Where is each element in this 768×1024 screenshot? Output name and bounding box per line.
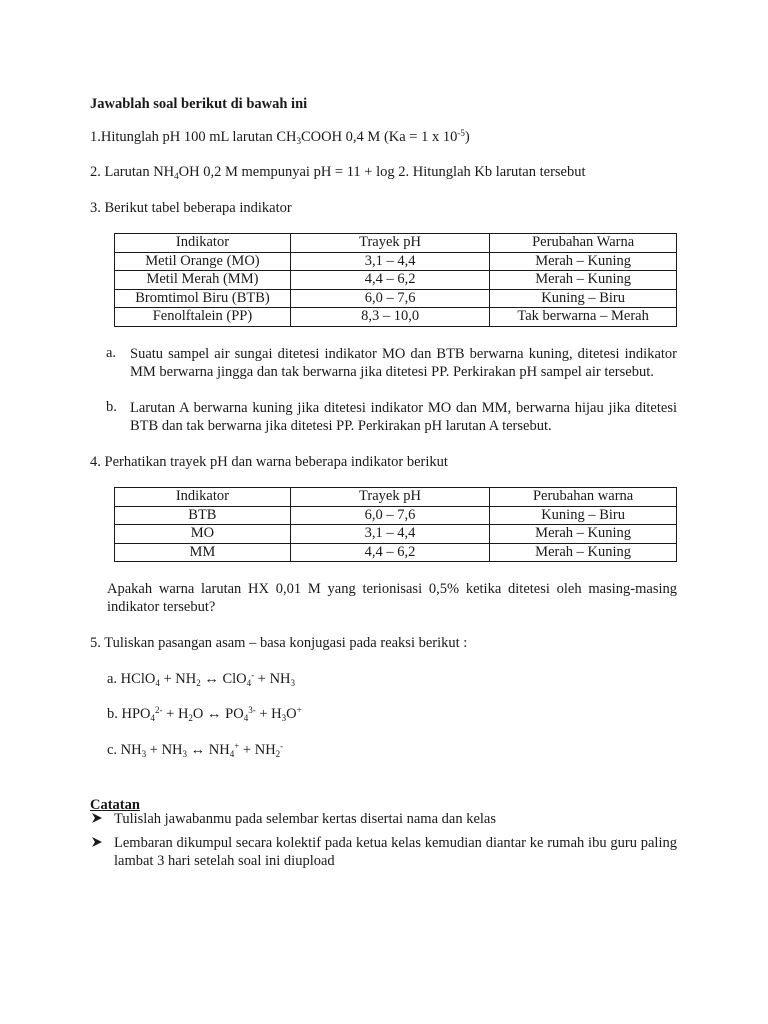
table-cell: Bromtimol Biru (BTB)	[115, 289, 291, 308]
reaction-c: c. $NH_3 + NH_3$ ↔ $NH_4^+ + NH_2^-$	[107, 741, 284, 759]
table-cell: MO	[115, 525, 291, 544]
table-header-cell: Trayek pH	[290, 488, 489, 507]
table-cell: Tak berwarna – Merah	[490, 308, 677, 327]
table-header-cell: Perubahan Warna	[490, 234, 677, 253]
table-row	[115, 308, 677, 327]
arrowhead-bullet-icon	[91, 836, 103, 852]
question-4-prompt: Apakah warna larutan HX 0,01 M yang terionisasi 0,5% ketika ditetesi oleh masing-masing indikator tersebut?	[107, 581, 677, 615]
subquestion-b-text: Larutan A berwarna kuning jika ditetesi indikator MO dan MM, berwarna hijau jika ditetesi BTB dan tak berwarna jika ditetesi PP. Perkirakan pH larutan A tersebut.	[130, 400, 677, 434]
table-header-cell: Perubahan warna	[490, 488, 677, 507]
table-row	[115, 289, 677, 308]
table-cell: Kuning – Biru	[490, 289, 677, 308]
question-4: 4. Perhatikan trayek pH dan warna beberapa indikator berikut	[90, 454, 448, 470]
table-header-cell: Indikator	[115, 234, 291, 253]
subquestion-a-text: Suatu sampel air sungai ditetesi indikator MO dan BTB berwarna kuning, ditetesi indikator MM berwarna jingga dan tak berwarna jika ditetesi PP. Perkirakan pH sampel air tersebut.	[130, 346, 677, 380]
table-row	[115, 543, 677, 562]
question-2: 2. Larutan $NH_4OH$ 0,2 M mempunyai pH = 11 + log 2. Hitunglah Kb larutan tersebut	[90, 164, 586, 181]
table-header-row	[115, 234, 677, 253]
arrowhead-bullet-icon	[91, 812, 103, 828]
question-1: 1.Hitunglah pH 100 mL larutan $CH_3COOH$ 0,4 M (Ka = 1 x $10^{-5}$)	[90, 128, 470, 146]
subquestion-a-marker: a.	[106, 345, 117, 361]
table-cell: 6,0 – 7,6	[290, 506, 489, 525]
table-cell: Merah – Kuning	[490, 543, 677, 562]
table-cell: 4,4 – 6,2	[290, 543, 489, 562]
table-cell: Metil Orange (MO)	[115, 252, 291, 271]
notes-title: Catatan	[90, 797, 140, 813]
table-row	[115, 506, 677, 525]
table-header-cell: Trayek pH	[290, 234, 489, 253]
reaction-b: b. $HPO_4^{2-} + H_2O$ ↔ $PO_4^{3-} + H_3O^+$	[107, 705, 302, 723]
table-header-row	[115, 488, 677, 507]
table-cell: Fenolftalein (PP)	[115, 308, 291, 327]
indicator-table-1	[114, 233, 677, 327]
table-cell: Merah – Kuning	[490, 525, 677, 544]
table-cell: Merah – Kuning	[490, 271, 677, 290]
table-cell: 8,3 – 10,0	[290, 308, 489, 327]
table-row	[115, 271, 677, 290]
table-cell: 3,1 – 4,4	[290, 525, 489, 544]
table-cell: 3,1 – 4,4	[290, 252, 489, 271]
question-5: 5. Tuliskan pasangan asam – basa konjugasi pada reaksi berikut :	[90, 635, 468, 651]
table-cell: Kuning – Biru	[490, 506, 677, 525]
question-3: 3. Berikut tabel beberapa indikator	[90, 200, 292, 216]
table-cell: 6,0 – 7,6	[290, 289, 489, 308]
table-cell: Metil Merah (MM)	[115, 271, 291, 290]
table-cell: MM	[115, 543, 291, 562]
subquestion-b-marker: b.	[106, 399, 117, 415]
table-row	[115, 525, 677, 544]
table-cell: Merah – Kuning	[490, 252, 677, 271]
note-item-2: Lembaran dikumpul secara kolektif pada ketua kelas kemudian diantar ke rumah ibu guru paling lambat 3 hari setelah soal ini diupload	[114, 835, 677, 869]
table-header-cell: Indikator	[115, 488, 291, 507]
indicator-table-2	[114, 487, 677, 562]
instruction-heading: Jawablah soal berikut di bawah ini	[90, 96, 308, 112]
reaction-a: a. HClO$_4$ + $NH_2$ ↔ $ClO_4^- + NH_3$	[107, 670, 296, 688]
table-row	[115, 252, 677, 271]
table-cell: 4,4 – 6,2	[290, 271, 489, 290]
table-cell: BTB	[115, 506, 291, 525]
note-item-1: Tulislah jawabanmu pada selembar kertas disertai nama dan kelas	[114, 811, 496, 827]
